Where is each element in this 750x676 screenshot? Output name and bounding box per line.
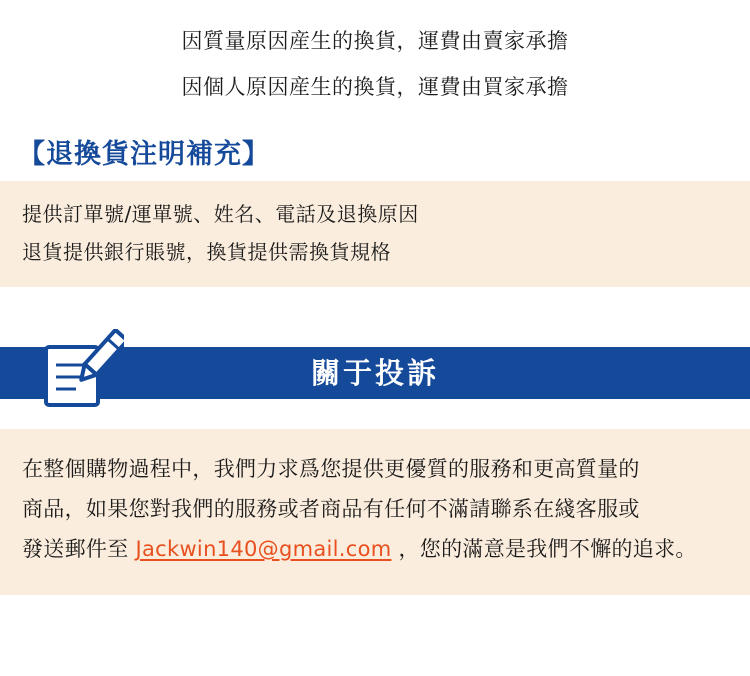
complaint-text-block: [0, 429, 750, 595]
complaint-line-with-email: [22, 529, 728, 569]
complaint-line: 在整個購物過程中，我們力求爲您提供更優質的服務和更高質量的: [22, 457, 640, 481]
return-note-block: [0, 181, 750, 287]
contact-email-link[interactable]: Jackwin140@gmail.com: [135, 537, 392, 561]
bottom-spacer: [0, 595, 750, 657]
return-note-line: 提供訂單號/運單號、姓名、電話及退換原因: [22, 202, 419, 226]
return-note-line: 退貨提供銀行賬號，換貨提供需換貨規格: [22, 240, 391, 264]
policy-line: 因個人原因産生的換貨，運費由買家承擔: [181, 75, 569, 99]
return-policy-lines: [0, 0, 750, 110]
complaint-line-prefix: 發送郵件至: [22, 537, 136, 561]
complaint-banner: [0, 333, 750, 407]
return-note-heading: 【退換貨注明補充】: [18, 139, 270, 170]
pencil-notepad-icon: [38, 329, 124, 411]
complaint-line-suffix: ，您的滿意是我們不懈的追求。: [391, 537, 697, 561]
complaint-banner-title: 關于投訴: [310, 356, 439, 390]
policy-line: 因質量原因産生的換貨，運費由賣家承擔: [181, 29, 569, 53]
complaint-line: 商品，如果您對我們的服務或者商品有任何不滿請聯系在綫客服或: [22, 497, 640, 521]
